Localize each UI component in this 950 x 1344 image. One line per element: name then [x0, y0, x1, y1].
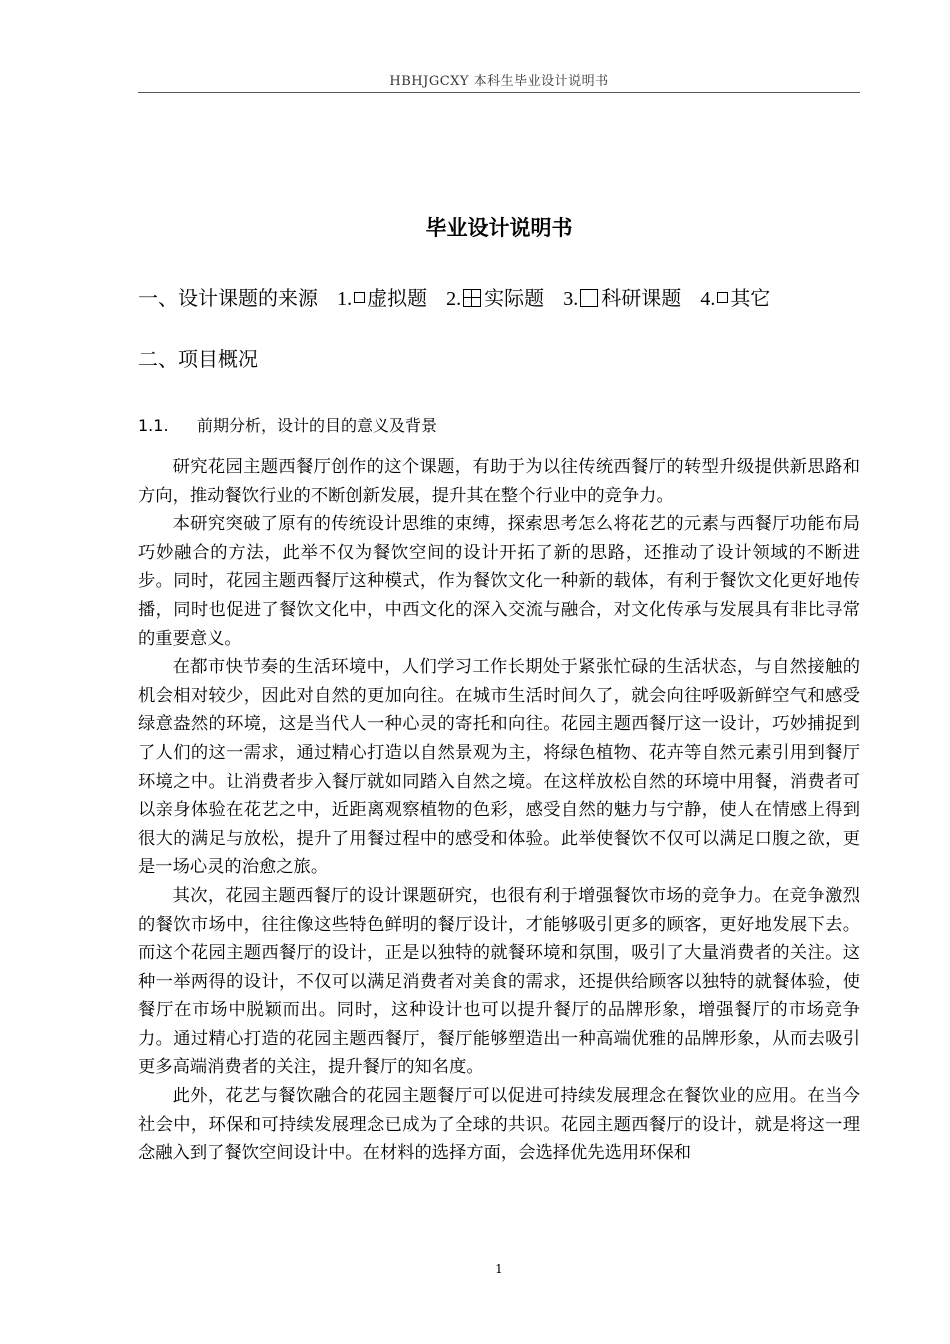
subsection-title: 前期分析，设计的目的意义及背景	[197, 416, 438, 435]
option-label-research: 科研课题	[601, 286, 682, 310]
running-header: HBHJGCXY 本科生毕业设计说明书	[389, 74, 609, 89]
subsection-number: 1.1.	[138, 416, 169, 435]
section-source-label: 一、设计课题的来源	[138, 286, 318, 310]
page-number: 1	[495, 1262, 503, 1276]
option-number-2: 2.	[446, 288, 462, 310]
checkbox-checked-actual-icon	[463, 289, 481, 307]
checkbox-virtual-icon	[354, 292, 365, 303]
option-label-other: 其它	[730, 286, 771, 310]
option-label-virtual: 虚拟题	[367, 286, 428, 310]
option-number-1: 1.	[337, 288, 353, 310]
section-source-heading	[138, 282, 860, 311]
section-overview-heading: 二、项目概况	[138, 347, 258, 371]
paragraph: 此外，花艺与餐饮融合的花园主题餐厅可以促进可持续发展理念在餐饮业的应用。在当今社会中，环保和可持续发展理念已成为了全球的共识。花园主题西餐厅的设计，就是将这一理念融入到了餐饮空间设计中。在材料的选择方面，会选择优先选用环保和	[138, 1086, 860, 1164]
checkbox-research-icon	[580, 289, 598, 307]
option-number-3: 3.	[563, 288, 579, 310]
body-text	[138, 453, 860, 1168]
header-rule	[138, 92, 860, 93]
subsection-heading	[138, 413, 860, 436]
checkbox-other-icon	[717, 292, 728, 303]
paragraph: 在都市快节奏的生活环境中，人们学习工作长期处于紧张忙碌的生活状态，与自然接触的机会相对较少，因此对自然的更加向往。在城市生活时间久了，就会向往呼吸新鲜空气和感受绿意盎然的环境，这是当代人一种心灵的寄托和向往。花园主题西餐厅这一设计，巧妙捕捉到了人们的这一需求，通过精心打造以自然景观为主，将绿色植物、花卉等自然元素引用到餐厅环境之中。让消费者步入餐厅就如同踏入自然之境。在这样放松自然的环境中用餐，消费者可以亲身体验在花艺之中，近距离观察植物的色彩，感受自然的魅力与宁静，使人在情感上得到很大的满足与放松，提升了用餐过程中的感受和体验。此举使餐饮不仅可以满足口腹之欲，更是一场心灵的治愈之旅。	[138, 657, 860, 878]
paragraph: 其次，花园主题西餐厅的设计课题研究，也很有利于增强餐饮市场的竞争力。在竞争激烈的餐饮市场中，往往像这些特色鲜明的餐厅设计，才能够吸引更多的顾客，更好地发展下去。而这个花园主题西餐厅的设计，正是以独特的就餐环境和氛围，吸引了大量消费者的关注。这种一举两得的设计，不仅可以满足消费者对美食的需求，还提供给顾客以独特的就餐体验，使餐厅在市场中脱颖而出。同时，这种设计也可以提升餐厅的品牌形象，增强餐厅的市场竞争力。通过精心打造的花园主题西餐厅，餐厅能够塑造出一种高端优雅的品牌形象，从而去吸引更多高端消费者的关注，提升餐厅的知名度。	[138, 885, 860, 1078]
option-label-actual: 实际题	[484, 286, 545, 310]
document-title: 毕业设计说明书	[425, 216, 573, 240]
paragraph: 本研究突破了原有的传统设计思维的束缚，探索思考怎么将花艺的元素与西餐厅功能布局巧妙融合的方法，此举不仅为餐饮空间的设计开拓了新的思路，还推动了设计领域的不断进步。同时，花园主题西餐厅这种模式，作为餐饮文化一种新的载体，有利于餐饮文化更好地传播，同时也促进了餐饮文化中，中西文化的深入交流与融合，对文化传承与发展具有非比寻常的重要意义。	[138, 514, 860, 649]
option-number-4: 4.	[700, 288, 716, 310]
paragraph: 研究花园主题西餐厅创作的这个课题，有助于为以往传统西餐厅的转型升级提供新思路和方向，推动餐饮行业的不断创新发展，提升其在整个行业中的竞争力。	[138, 457, 860, 506]
